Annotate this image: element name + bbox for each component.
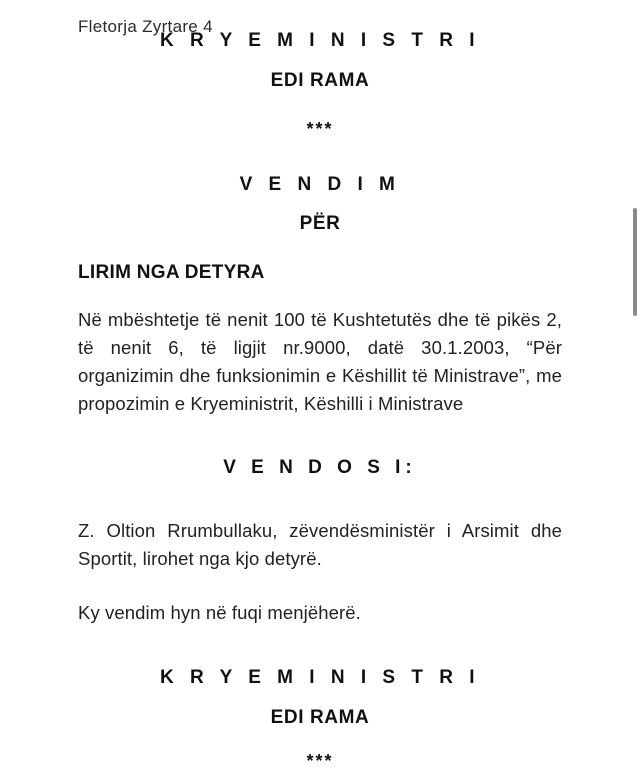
vertical-scrollbar-track[interactable] xyxy=(632,30,640,701)
header-office: K R Y E M I N I S T R I xyxy=(159,30,481,51)
decision-for: PËR xyxy=(299,213,341,235)
resolved-word: V E N D O S I: xyxy=(223,456,417,478)
header-name: EDI RAMA xyxy=(270,69,370,91)
separator-bottom: *** xyxy=(306,751,334,772)
resolution-paragraph: Z. Oltion Rrumbullaku, zëvendësministër i Arsimit dhe Sportit, lirohet nga kjo detyrë. xyxy=(78,519,562,569)
document-body xyxy=(0,30,640,772)
effective-clause: Ky vendim hyn në fuqi menjëherë. xyxy=(78,601,361,623)
preamble-paragraph: Në mbështetje të nenit 100 të Kushtetutës dhe të pikës 2, të nenit 6, të ligjit nr.9000, datë 30.1.2003, “Për organizimin dhe funksionimin e Këshillit të Ministrave”, me propozimin e Kryeministrit, Këshilli i Ministrave xyxy=(78,309,562,415)
vertical-scrollbar-thumb[interactable] xyxy=(633,208,637,316)
footer-name: EDI RAMA xyxy=(270,706,370,728)
decision-title: LIRIM NGA DETYRA xyxy=(78,262,265,284)
clipped-header-text: Fletorja Zyrtare 4 xyxy=(78,17,213,36)
separator-top: *** xyxy=(306,118,334,139)
footer-office: K R Y E M I N I S T R I xyxy=(159,666,481,688)
document-page xyxy=(0,17,640,772)
clipped-header-line xyxy=(78,17,498,36)
decision-word: V E N D I M xyxy=(239,173,401,195)
